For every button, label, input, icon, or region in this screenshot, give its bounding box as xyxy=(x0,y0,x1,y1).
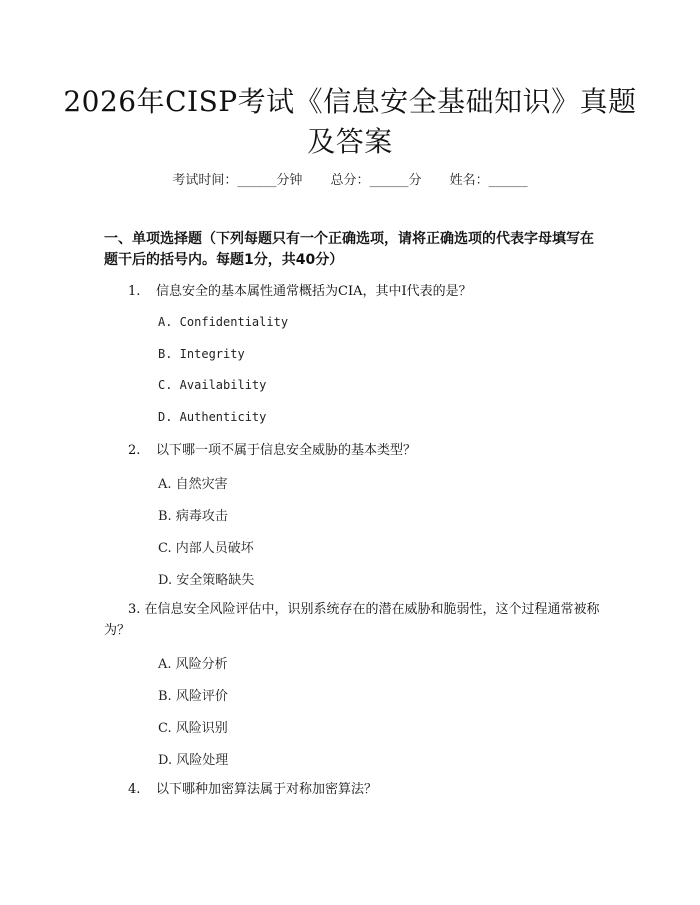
exam-info-line xyxy=(0,169,700,188)
section-heading: 一、单项选择题（下列每题只有一个正确选项，请将正确选项的代表字母填写在题干后的括号内。每题1分，共40分） xyxy=(104,231,594,268)
option-2d: D. 安全策略缺失 xyxy=(158,573,255,588)
question-text: 以下哪种加密算法属于对称加密算法？ xyxy=(156,782,378,797)
question-number: 4. xyxy=(128,782,141,797)
question-number: 1. xyxy=(128,284,141,299)
name-label: 姓名：______ xyxy=(449,173,528,188)
exam-time-label: 考试时间：______分钟 xyxy=(172,173,303,188)
total-score-label: 总分：______分 xyxy=(330,173,422,188)
question-text: 以下哪一项不属于信息安全威胁的基本类型？ xyxy=(156,443,417,458)
option-2c: C. 内部人员破坏 xyxy=(158,541,254,556)
document-title: 2026年CISP考试《信息安全基础知识》真题及答案 xyxy=(63,85,637,158)
option-3d: D. 风险处理 xyxy=(158,753,229,768)
option-1a: A. Confidentiality xyxy=(158,315,289,329)
option-3a: A. 风险分析 xyxy=(158,657,228,672)
question-3 xyxy=(104,599,604,641)
question-1 xyxy=(104,281,604,302)
question-4 xyxy=(104,779,604,800)
option-1d: D. Authenticity xyxy=(158,410,267,424)
question-number: 3. xyxy=(128,602,141,617)
option-2b: B. 病毒攻击 xyxy=(158,509,228,524)
option-2a: A. 自然灾害 xyxy=(158,477,228,492)
question-number: 2. xyxy=(128,443,141,458)
option-1c: C. Availability xyxy=(158,378,267,392)
option-3b: B. 风险评价 xyxy=(158,689,228,704)
option-3c: C. 风险识别 xyxy=(158,721,228,736)
question-text: 在信息安全风险评估中，识别系统存在的潜在威胁和脆弱性，这个过程通常被称为？ xyxy=(104,602,600,638)
question-text: 信息安全的基本属性通常概括为CIA，其中I代表的是？ xyxy=(156,284,472,299)
question-2 xyxy=(104,440,604,461)
option-1b: B. Integrity xyxy=(158,347,245,361)
